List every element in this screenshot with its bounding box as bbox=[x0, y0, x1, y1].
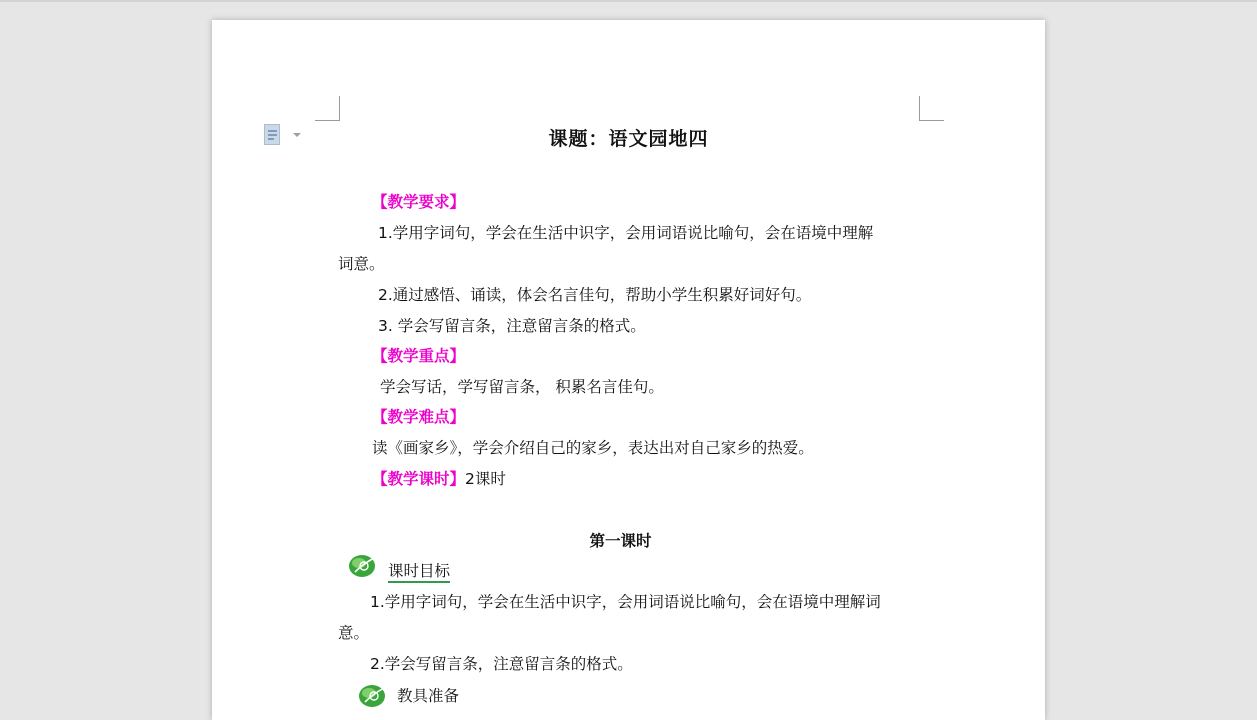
hours-heading: 【教学课时】 bbox=[372, 469, 466, 488]
crop-mark-right bbox=[919, 96, 944, 121]
lesson-goal-1-line-1: 1.学用字词句，学会在生活中识字，会用词语说比喻句，会在语境中理解词 bbox=[370, 593, 881, 611]
document-title: 课题：语文园地四 bbox=[548, 128, 709, 150]
requirement-item-3: 3. 学会写留言条，注意留言条的格式。 bbox=[378, 317, 646, 335]
lesson-goal-1-line-2: 意。 bbox=[338, 624, 370, 642]
hours-line bbox=[372, 467, 506, 489]
requirement-item-1-line-2: 词意。 bbox=[338, 255, 385, 273]
document-page bbox=[212, 20, 1045, 720]
lesson-goals-label bbox=[388, 559, 450, 581]
requirement-item-1-line-1: 1.学用字词句，学会在生活中识字，会用词语说比喻句，会在语境中理解 bbox=[378, 224, 874, 242]
lesson-goal-2: 2.学会写留言条，注意留言条的格式。 bbox=[370, 655, 633, 673]
difficulties-heading: 【教学难点】 bbox=[372, 407, 466, 426]
key-points-heading: 【教学重点】 bbox=[372, 346, 466, 365]
lesson-prep-label: 教具准备 bbox=[397, 687, 460, 705]
green-leaf-icon bbox=[347, 550, 381, 580]
lesson-goals-title: 课时目标 bbox=[388, 562, 450, 583]
key-points-text: 学会写话，学写留言条， 积累名言佳句。 bbox=[380, 378, 664, 396]
requirements-heading: 【教学要求】 bbox=[372, 192, 466, 211]
hours-value: 2课时 bbox=[465, 470, 506, 488]
window-top-edge bbox=[0, 0, 1257, 2]
requirement-item-2: 2.通过感悟、诵读，体会名言佳句，帮助小学生积累好词好句。 bbox=[378, 286, 812, 304]
lesson-1-title: 第一课时 bbox=[589, 531, 652, 550]
difficulties-text: 读《画家乡》，学会介绍自己的家乡，表达出对自己家乡的热爱。 bbox=[372, 439, 814, 457]
green-leaf-icon bbox=[357, 680, 391, 710]
crop-mark-left bbox=[315, 96, 340, 121]
